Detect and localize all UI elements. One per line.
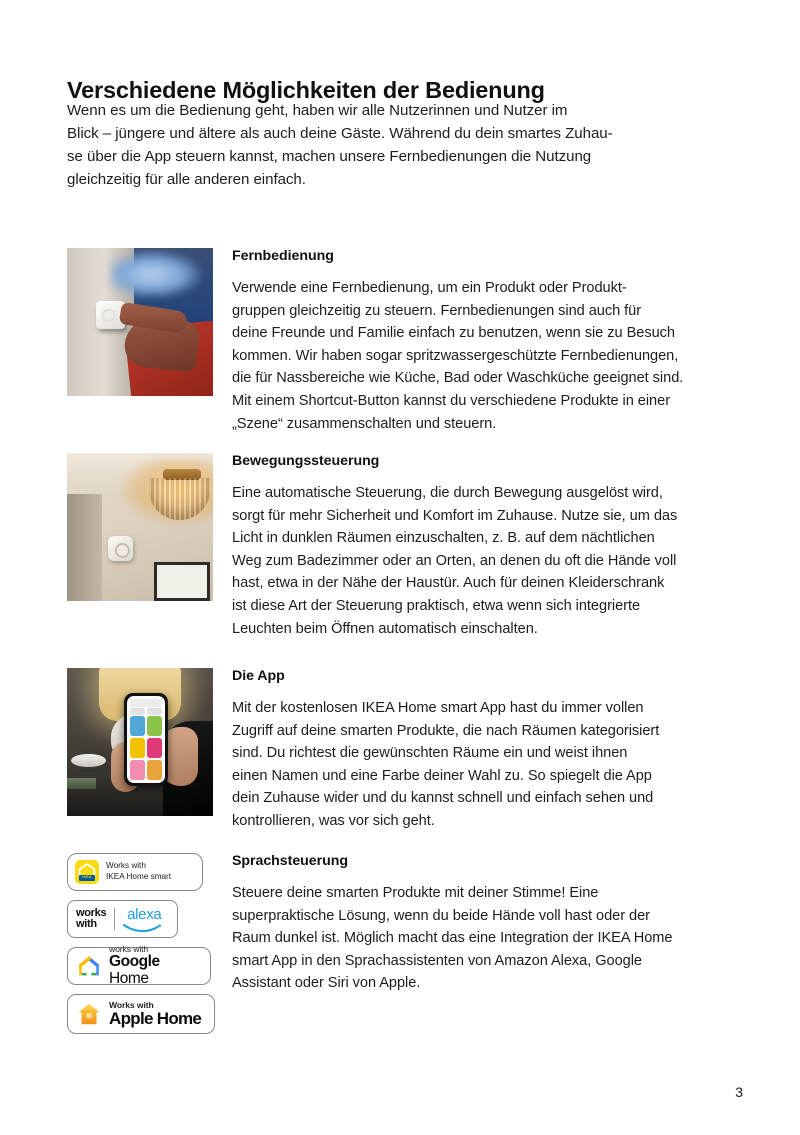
section-title: Die App xyxy=(232,668,285,684)
text-line: Raum dunkel ist. Möglich macht das eine Integration der IKEA Home xyxy=(232,930,673,947)
text-line: Steuere deine smarten Produkte mit deiner Stimme! Eine xyxy=(232,885,599,902)
badge-line-1: Works with xyxy=(106,861,146,871)
section-title: Fernbedienung xyxy=(232,248,334,264)
text-line: die für Nassbereiche wie Küche, Bad oder Waschküche geeignet sind. xyxy=(232,370,684,387)
intro-line: gleichzeitig für alle anderen einfach. xyxy=(67,170,306,188)
section-die-app xyxy=(67,668,747,828)
text-line: Mit einem Shortcut-Button kannst du verschiedene Produkte in einer xyxy=(232,393,670,410)
section-title: Bewegungssteuerung xyxy=(232,453,380,469)
section-sprachsteuerung xyxy=(67,853,747,1053)
text-line: Assistant oder Siri von Apple. xyxy=(232,975,421,992)
text-line: Zugriff auf deine smarten Produkte, die nach Räumen kategorisiert xyxy=(232,722,660,739)
section-body-die-app xyxy=(232,668,747,833)
text-line: kommen. Wir haben sogar spritzwassergeschützte Fernbedienungen, xyxy=(232,347,679,364)
google-brand-bold: Google xyxy=(109,953,160,971)
section-text xyxy=(232,882,747,995)
section-body-bewegungssteuerung xyxy=(232,453,747,640)
badge-line-1: works with xyxy=(109,944,149,955)
text-line: hast, etwa in der Nähe der Haustür. Auch für deinen Kleiderschrank xyxy=(232,575,665,592)
section-image-die-app xyxy=(67,668,213,816)
badge-apple-label xyxy=(109,1001,201,1028)
ikea-wordmark xyxy=(79,875,95,881)
section-body-fernbedienung xyxy=(232,248,747,435)
alexa-brand-text: alexa xyxy=(127,905,162,923)
badge-google-label xyxy=(109,945,202,987)
text-line: Weg zum Badezimmer oder an Orten, an denen du oft die Hände voll xyxy=(232,552,677,569)
google-home-wordmark xyxy=(109,954,202,987)
text-line: sind. Du richtest die gewünschten Räume ein und weist ihnen xyxy=(232,745,628,762)
ikea-home-smart-icon xyxy=(75,860,99,884)
badge-line-1: works xyxy=(76,906,107,919)
page-title: Verschiedene Möglichkeiten der Bedienung xyxy=(67,76,545,103)
badge-ikea-home-smart xyxy=(67,853,203,891)
text-line: Verwende eine Fernbedienung, um ein Produkt oder Produkt- xyxy=(232,280,627,297)
text-line: smart App in den Sprachassistenten von Amazon Alexa, Google xyxy=(232,952,642,969)
text-line: Leuchten beim Öffnen automatisch einschalten. xyxy=(232,620,538,637)
intro-line: Wenn es um die Bedienung geht, haben wir alle Nutzerinnen und Nutzer im xyxy=(67,102,568,119)
badge-alexa-works-with xyxy=(76,908,106,930)
section-title: Sprachsteuerung xyxy=(232,853,348,869)
apple-home-wordmark: Apple Home xyxy=(109,1009,202,1029)
section-text xyxy=(232,482,747,640)
badge-line-1: Works with xyxy=(109,999,154,1010)
apple-home-icon xyxy=(76,1002,102,1027)
badge-works-with-alexa xyxy=(67,900,178,938)
text-line: Eine automatische Steuerung, die durch Bewegung ausgelöst wird, xyxy=(232,485,663,502)
badge-ikea-label xyxy=(106,861,171,883)
text-line: „Szene“ zusammenschalten und steuern. xyxy=(232,415,497,432)
google-brand-rest: Home xyxy=(109,969,149,987)
text-line: dein Zuhause wider und du kannst schnell und einfach sehen und xyxy=(232,790,654,807)
ikea-logo-text: IKEA xyxy=(82,875,92,880)
text-line: Licht in dunklen Räumen einzuschalten, z. B. auf dem nächtlichen xyxy=(232,530,655,547)
section-image-bewegungssteuerung xyxy=(67,453,213,601)
app-tile-grid xyxy=(130,716,162,781)
alexa-smile-icon xyxy=(123,923,165,932)
text-line: einen Namen und eine Farbe deiner Wahl zu. So spiegelt die App xyxy=(232,767,652,784)
page-number: 3 xyxy=(735,1084,743,1100)
text-line: deine Freunde und Familie einfach zu benutzen, wenn sie zu Besuch xyxy=(232,325,675,342)
section-text xyxy=(232,697,747,833)
section-image-fernbedienung xyxy=(67,248,213,396)
section-body-sprachsteuerung xyxy=(232,853,747,995)
google-home-icon xyxy=(76,954,102,978)
badge-line-2: with xyxy=(76,918,97,930)
phone-mockup xyxy=(124,693,168,786)
text-line: ist diese Art der Steuerung praktisch, etwa wenn sich integrierte xyxy=(232,598,641,615)
alexa-wordmark xyxy=(123,907,165,932)
text-line: gruppen gleichzeitig zu steuern. Fernbedienungen sind auch für xyxy=(232,302,642,319)
intro-line: Blick – jüngere und ältere als auch deine Gäste. Während du dein smartes Zuhau- xyxy=(67,124,613,142)
compatibility-badges xyxy=(67,853,217,1043)
section-text xyxy=(232,277,747,435)
badge-works-with-google-home xyxy=(67,944,211,987)
intro-line: se über die App steuern kannst, machen unsere Fernbedienungen die Nutzung xyxy=(67,147,592,165)
section-fernbedienung xyxy=(67,248,747,432)
section-bewegungssteuerung xyxy=(67,453,747,637)
text-line: superpraktische Lösung, wenn du beide Hände voll hast oder der xyxy=(232,907,650,924)
badge-works-with-apple-home xyxy=(67,994,215,1034)
intro-paragraph xyxy=(67,100,735,192)
badge-divider xyxy=(114,908,115,930)
badge-line-2: IKEA Home smart xyxy=(106,872,172,881)
text-line: kontrollieren, was vor sich geht. xyxy=(232,813,435,830)
text-line: Mit der kostenlosen IKEA Home smart App hast du immer vollen xyxy=(232,700,644,717)
text-line: sorgt für mehr Sicherheit und Komfort im Zuhause. Nutze sie, um das xyxy=(232,507,678,524)
